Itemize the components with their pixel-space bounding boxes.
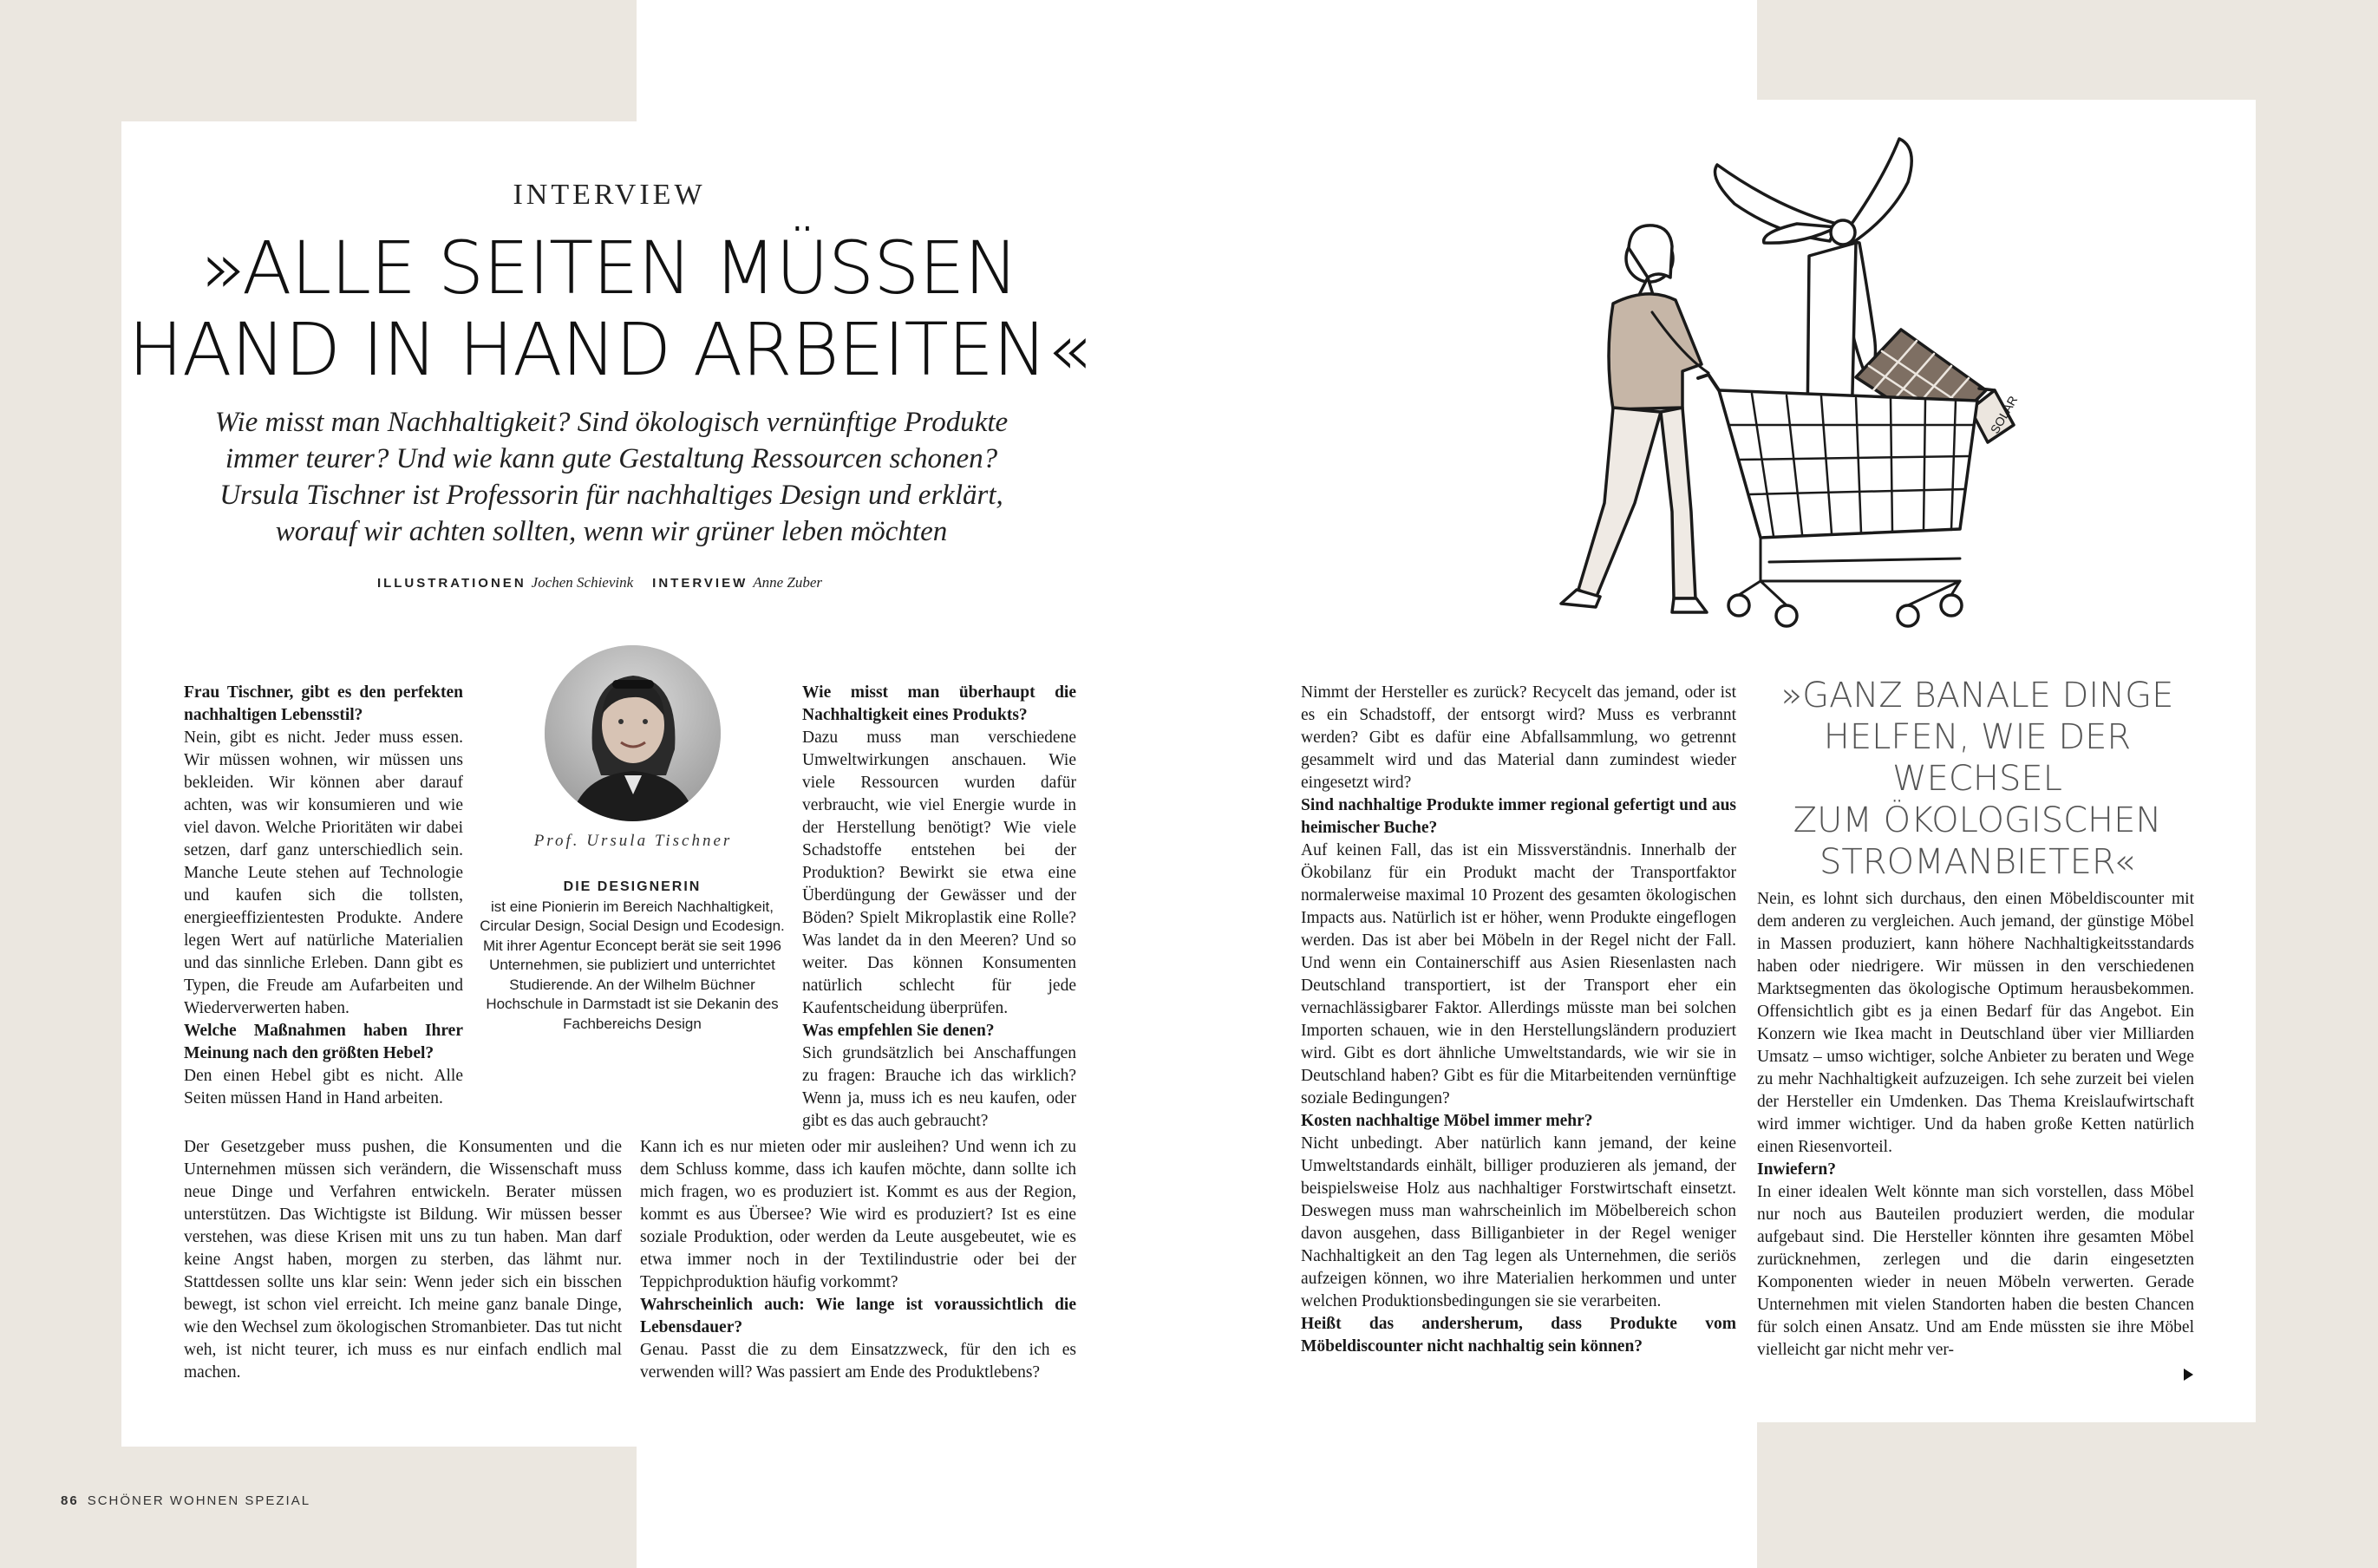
- bio-title: DIE DESIGNERIN: [563, 879, 702, 894]
- lead-line-4: worauf wir achten sollten, wenn wir grüner leben möchten: [275, 516, 948, 547]
- article-column-3: [802, 682, 1076, 1133]
- article-column-3-wide: [640, 1136, 1076, 1384]
- answer-5-continued: Nimmt der Hersteller es zurück? Recycelt das jemand, oder ist es ein Schadstoff, der entsorgt wird? Muss es verbrannt werden? Gibt es dafür eine Abfallsammlung, wo getrennt gesammelt wird und das Material dann zumindest wieder eingesetzt wird?: [1301, 683, 1736, 792]
- answer-7: Nicht unbedingt. Aber natürlich kann jemand, der keine Umweltstandards einhält, billiger produzieren als jemand, der beispielsweise Holz aus nachhaltiger Forstwirtschaft einsetzt. Deswegen muss man wahrscheinlich im Möbelbereich schon davon ausgehen, dass Billiganbieter in der Regel weniger Nachhaltigkeit an den Tag legen als Unternehmen, die seriös aufzeigen können, wo ihre Materialien herkommen und unter welchen Produktionsbedingungen sie sie verarbeiten.: [1301, 1134, 1736, 1310]
- answer-9: In einer idealen Welt könnte man sich vorstellen, dass Möbel nur noch aus Bauteilen produziert werden, die modular aufgebaut sind. Die Hersteller könnten ihre gesamten Möbel zurücknehmen, zerlegen und die darin eingesetzten Komponenten wieder in neuen Möbeln verwerten. Gerade Unternehmen mit vielen Standorten haben die besten Chancen für solch einen Ansatz. Und am Ende müssten sie ihre Möbel vielleicht gar nicht mehr ver-: [1757, 1183, 2194, 1359]
- credits-line: [121, 574, 1097, 591]
- answer-4-continued: Kann ich es nur mieten oder mir ausleihen? Und wenn ich zu dem Schluss komme, dass ich kaufen möchte, dann sollte ich mich fragen, wo es produziert ist. Kommt es aus der Region, kommt es aus Übersee? Wie wird es produziert? Ist es eine soziale Produktion, oder werden da Leute ausgebeutet, wie es etwa immer noch in der Textilindustrie oder bei der Teppichproduktion häufig vorkommt?: [640, 1138, 1076, 1291]
- question-7: Kosten nachhaltige Möbel immer mehr?: [1301, 1112, 1593, 1130]
- bio-text: ist eine Pionierin im Bereich Nachhaltigkeit, Circular Design, Social Design und Ecodesign. Mit ihrer Agentur Econcept berät sie seit 1996 Unternehmen, sie publiziert und unterrichtet Studierende. An der Wilhelm Büchner Hochschule in Darmstadt ist sie Dekanin des Fachbereichs Design: [480, 898, 785, 1032]
- portrait-photo: [545, 645, 721, 821]
- question-2: Welche Maßnahmen haben Ihrer Meinung nach den größten Hebel?: [184, 1022, 463, 1062]
- pull-quote-line-4: STROMANBIETER«: [1819, 842, 2135, 882]
- headline-line-2: HAND IN HAND ARBEITEN«: [127, 307, 1091, 392]
- article-column-5: [1757, 888, 2194, 1362]
- lead-line-2: immer teurer? Und wie kann gute Gestaltung Ressourcen schonen?: [225, 443, 998, 474]
- magazine-name: SCHÖNER WOHNEN SPEZIAL: [87, 1493, 311, 1508]
- lead-paragraph: [165, 404, 1058, 550]
- headline-line-1: »ALLE SEITEN MÜSSEN: [200, 225, 1018, 310]
- portrait-caption: Prof. Ursula Tischner: [533, 832, 733, 850]
- solar-tag-label: SOLAR: [1987, 393, 2021, 436]
- question-9: Inwiefern?: [1757, 1160, 1836, 1179]
- interviewer-name: Anne Zuber: [753, 574, 823, 591]
- continue-arrow-icon: [2184, 1369, 2193, 1381]
- question-4: Was empfehlen Sie denen?: [802, 1022, 995, 1040]
- question-1: Frau Tischner, gibt es den perfekten nachhaltigen Lebensstil?: [184, 683, 463, 724]
- answer-1: Nein, gibt es nicht. Jeder muss essen. Wir müssen wohnen, wir müssen uns bekleiden. Wir können aber darauf achten, was wir konsumieren und wie viel davon. Welche Prioritäten wir dabei setzen, darf ganz unterschiedlich sein. Manche Leute stehen auf Technologie und kaufen sich die tollsten, energieeffizientesten Produkte. Andere legen Wert auf natürliche Materialien und das sinnliche Erleben. Dann gibt es Typen, die Freude am Aufarbeiten und Wiederverwerten haben.: [184, 728, 463, 1017]
- answer-2-continued: Der Gesetzgeber muss pushen, die Konsumenten und die Unternehmen müssen sich verändern, die Wissenschaft muss neue Dinge und Verfahren entwickeln. Berater müssen unterstützen. Das Wichtigste ist Bildung. Wir müssen besser verstehen, was diese Krisen mit uns zu tun haben. Man darf keine Angst haben, morgen zu sterben, das lähmt nur. Stattdessen sollte uns klar sein: Wenn jeder sich ein bisschen bewegt, ist schon viel erreicht. Ich meine ganz banale Dinge, wie den Wechsel zum ökologischen Stromanbieter. Das tut nicht weh, ist nicht teurer, ich muss es nur einfach endlich mal machen.: [184, 1138, 622, 1382]
- section-kicker: INTERVIEW: [513, 179, 706, 211]
- pull-quote-line-1: »GANZ BANALE DINGE: [1780, 676, 2174, 715]
- pull-quote-line-3: ZUM ÖKOLOGISCHEN: [1793, 800, 2162, 840]
- answer-4-start: Sich grundsätzlich bei Anschaffungen zu fragen: Brauche ich das wirklich? Wenn ja, muss ich es neu kaufen, oder gibt es das auch gebraucht?: [802, 1044, 1076, 1130]
- shopping-cart-wind-turbine-illustration: [1474, 130, 2029, 642]
- article-column-1: [184, 682, 463, 1110]
- page-folio: [61, 1493, 310, 1508]
- lead-line-1: Wie misst man Nachhaltigkeit? Sind ökologisch vernünftige Produkte: [214, 407, 1009, 438]
- answer-2-start: Den einen Hebel gibt es nicht. Alle Seiten müssen Hand in Hand arbeiten.: [184, 1067, 463, 1107]
- question-6: Sind nachhaltige Produkte immer regional gefertigt und aus heimischer Buche?: [1301, 796, 1736, 837]
- portrait-image: [545, 645, 721, 821]
- pull-quote: [1756, 675, 2198, 883]
- page-number: 86: [61, 1493, 79, 1508]
- article-column-4: [1301, 682, 1736, 1358]
- illustrations-label: ILLUSTRATIONEN: [376, 576, 526, 591]
- answer-3: Dazu muss man verschiedene Umweltwirkungen anschauen. Wie viele Ressourcen wurden dafür verbraucht, wie viel Energie wurde in der Herstellung benötigt? Wie viele Schadstoffe entstehen bei der Produktion? Bewirkt sie etwa eine Überdüngung der Gewässer und der Böden? Spielt Mikroplastik eine Rolle? Was landet da in den Meeren? Und so weiter. Das können Konsumenten natürlich schlecht für jede Kaufentscheidung überprüfen.: [802, 728, 1076, 1017]
- designer-bio: [475, 878, 789, 1034]
- interview-label: INTERVIEW: [652, 576, 748, 591]
- question-8: Heißt das andersherum, dass Produkte vom Möbeldiscounter nicht nachhaltig sein können?: [1301, 1315, 1736, 1356]
- question-5: Wahrscheinlich auch: Wie lange ist voraussichtlich die Lebensdauer?: [640, 1296, 1076, 1336]
- article-column-1-wide: [184, 1136, 622, 1384]
- illustrator-name: Jochen Schievink: [531, 574, 634, 591]
- answer-6: Auf keinen Fall, das ist ein Missverständnis. Innerhalb der Ökobilanz für ein Produkt macht der Transportfaktor normalerweise maximal 10 Prozent des gesamten ökologischen Impacts aus. Natürlich ist er höher, wenn Produkte eingeflogen werden. Das ist aber bei Möbeln in der Regel nicht der Fall. Und wenn ein Containerschiff aus Asien Riesenlasten nach Deutschland transportiert, ist der Transport eher ein vernachlässigbarer Faktor. Allerdings müsste man bei solchen Importen schauen, wie in den Herstellungsländern produziert wird. Gibt es dort ähnliche Umweltstandards, wie wir sie in Deutschland haben? Gibt es für die Mitarbeitenden vernünftige soziale Bedingungen?: [1301, 841, 1736, 1107]
- answer-8: Nein, es lohnt sich durchaus, den einen Möbeldiscounter mit dem anderen zu vergleichen. Auch jemand, der günstige Möbel in Massen produziert, kann höhere Nachhaltigkeitsstandards haben oder niedrigere. Wir müssen in den verschiedenen Marktsegmenten das ökologische Optimum herausbekommen. Offensichtlich gibt es ja einen Bedarf für das Angebot. Ein Konzern wie Ikea macht in Deutschland über vier Milliarden Umsatz – umso wichtiger, solche Anbieter zu beraten und Wege zu mehr Nachhaltigkeit aufzuzeigen. Ich sehe zurzeit bei vielen der Hersteller ein Umdenken. Das Thema Kreislaufwirtschaft wird immer wichtiger. Und da haben große Ketten natürlich einen Riesenvorteil.: [1757, 890, 2194, 1156]
- lead-line-3: Ursula Tischner ist Professorin für nachhaltiges Design und erklärt,: [219, 480, 1003, 511]
- headline: [121, 227, 1097, 390]
- answer-5: Genau. Passt die zu dem Einsatzzweck, für den ich es verwenden will? Was passiert am Ende des Produktlebens?: [640, 1341, 1076, 1382]
- question-3: Wie misst man überhaupt die Nachhaltigkeit eines Produkts?: [802, 683, 1076, 724]
- pull-quote-line-2: HELFEN, WIE DER WECHSEL: [1823, 717, 2132, 799]
